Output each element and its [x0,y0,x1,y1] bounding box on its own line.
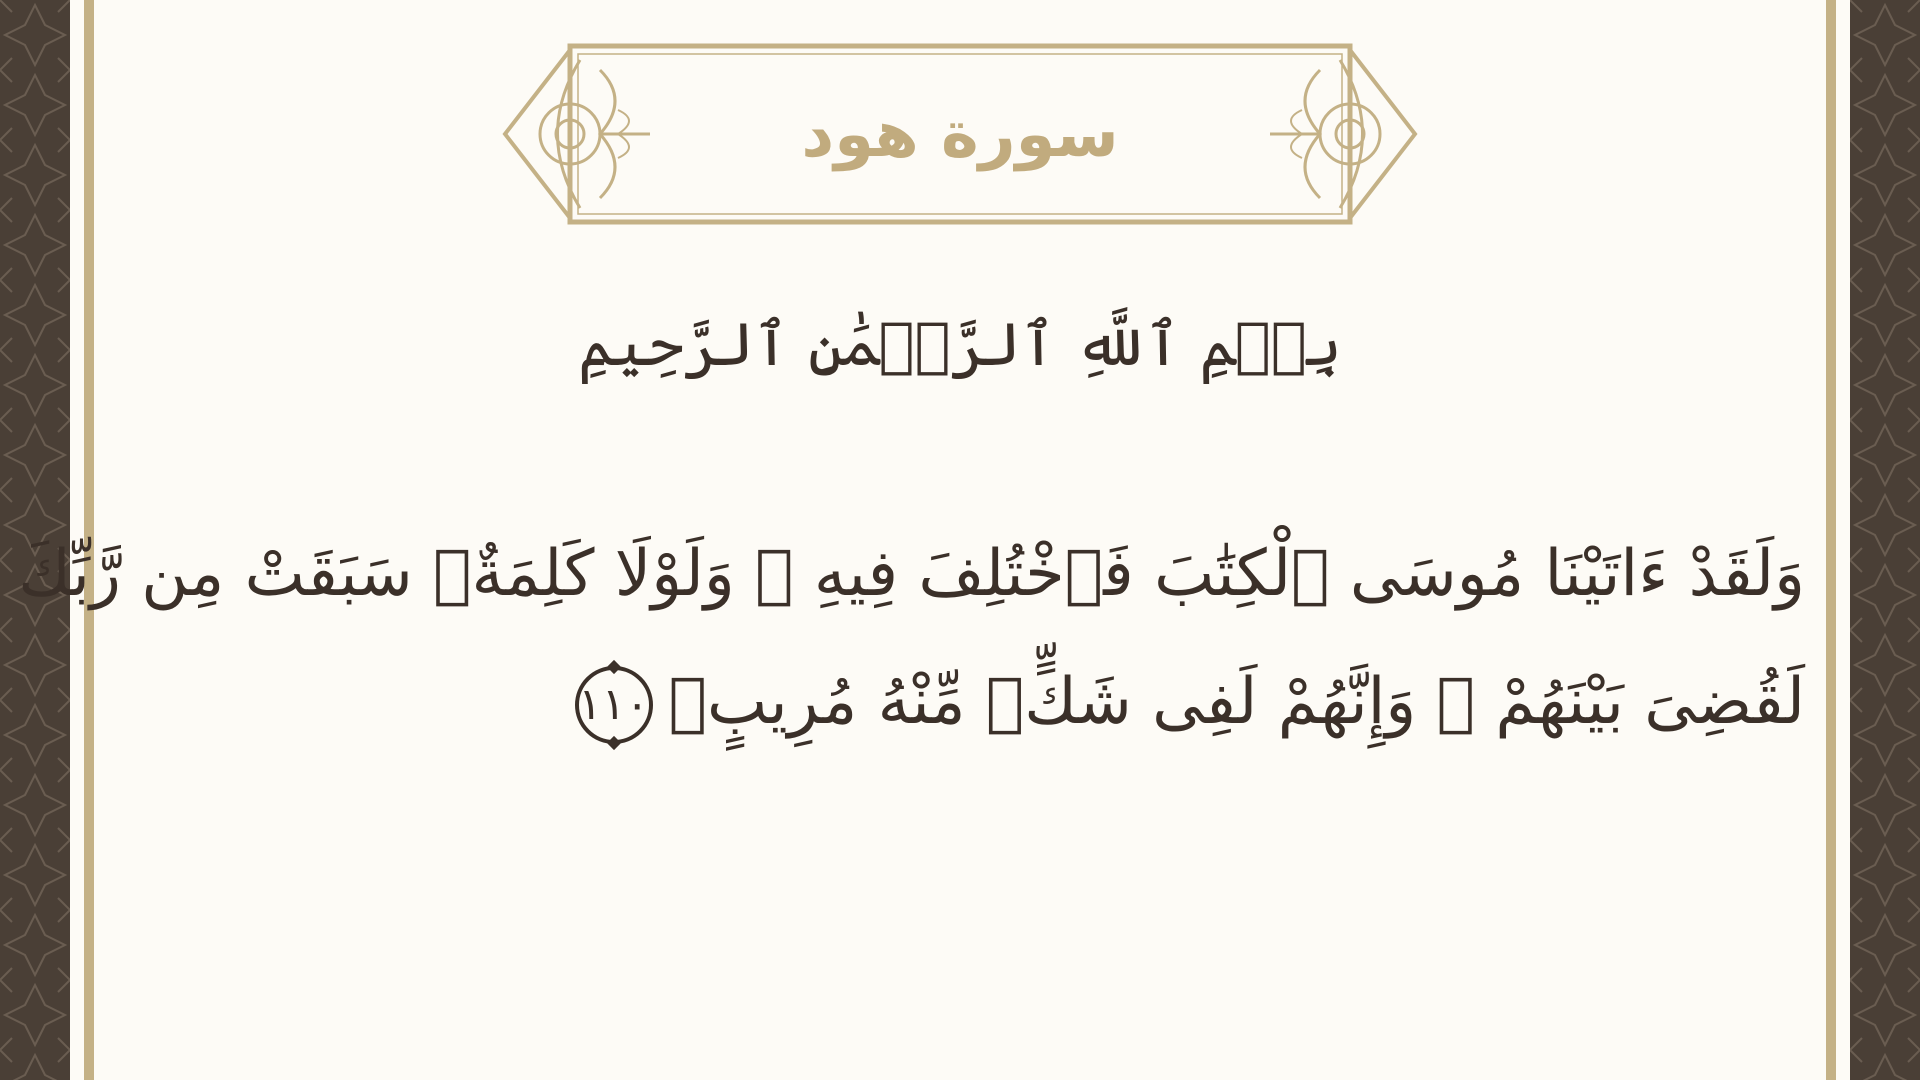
ayah-number-marker: ١١٠ [575,666,653,744]
right-gold-rule [1826,0,1836,1080]
surah-title-cartouche [500,40,1420,230]
right-ornamental-border [1850,0,1920,1080]
verse-line-1: وَلَقَدْ ءَاتَيْنَا مُوسَى ٱلْكِتَٰبَ فَٱخْتُلِفَ فِيهِ ۚ وَلَوْلَا كَلِمَةٌۭ سَبَقَتْ مِن رَّبِّكَ [18,537,1805,611]
geometric-pattern [1850,0,1920,1080]
verse-line-2-text: لَقُضِىَ بَيْنَهُمْ ۚ وَإِنَّهُمْ لَفِى شَكٍّۢ مِّنْهُ مُرِيبٍۢ [668,665,1805,739]
verse-line-2 [200,638,1805,766]
surah-title: سورة هود [801,98,1119,172]
basmala: بِسۡمِ ٱللَّهِ ٱلرَّحۡمَٰنِ ٱلرَّحِيمِ [578,310,1342,380]
verse-text [18,510,1805,766]
